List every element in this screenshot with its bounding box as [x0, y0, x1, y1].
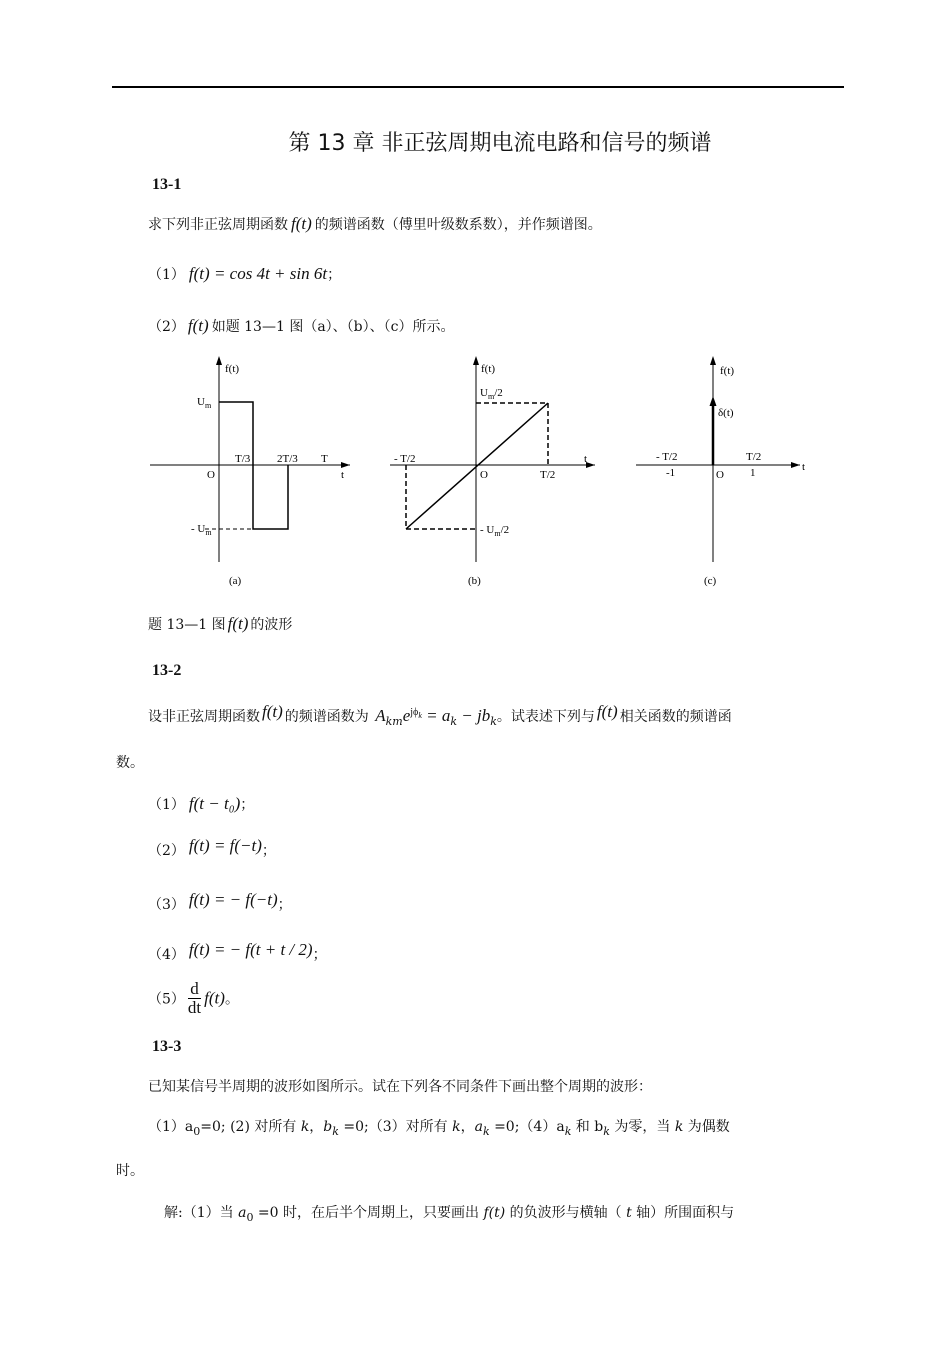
- derivative-fraction: $\frac{d}{dt}$: [187, 979, 202, 1017]
- section-13-2-heading: 13-2: [152, 662, 182, 679]
- fig-c-tlabel: t: [802, 461, 806, 473]
- s2-intro-continued: 数。: [116, 755, 144, 771]
- fig-c-pos-label: T/2: [746, 451, 762, 463]
- fig-a-ylabel: f(t): [225, 363, 240, 375]
- s2-item-4: （4） f(t) = − f(t + t / 2)；: [148, 940, 327, 963]
- s1-intro: 求下列非正弦周期函数 f(t) 的频谱函数（傅里叶级数系数），并作频谱图。: [148, 214, 602, 233]
- fig-c-pos1-label: 1: [750, 467, 756, 479]
- fig-a-neg-um-label: - $U_m$: [191, 523, 212, 537]
- fig-c-delta-label: δ(t): [718, 407, 734, 419]
- figure-b-sawtooth: [390, 352, 605, 592]
- section-13-3-heading: 13-3: [152, 1038, 182, 1055]
- fig-a-t2: 2T/3: [277, 453, 298, 465]
- fig-c-neg-label: - T/2: [656, 451, 678, 463]
- s1-item-2: （2） f(t) 如题 13—1 图（a）、（b）、（c）所示。: [148, 316, 455, 335]
- fig-b-neg-label: - T/2: [394, 453, 416, 465]
- s2-item-3: （3） f(t) = − f(−t)；: [148, 890, 292, 913]
- figure-a-square-wave: [145, 352, 360, 592]
- s2-item-2: （2） f(t) = f(−t)；: [148, 836, 276, 859]
- fig-c-neg1-label: -1: [666, 467, 676, 479]
- fig-b-ylabel: f(t): [481, 363, 496, 375]
- fig-b-bot-label: - $U_m/2$: [480, 524, 510, 538]
- s3-line-2: $(1)a_0=0$; (2) 对所有 k，$b_k$ =0;（3）对所有 k，$a_k$ $=0;(4)a_k$ 和 $b_k$ 为零，当 k 为偶数: [148, 1119, 730, 1138]
- fig-b-origin: O: [480, 469, 488, 481]
- section-13-1-heading: 13-1: [152, 176, 182, 193]
- s2-intro: 设非正弦周期函数 f(t) 的频谱函数为 $A_{km}e^{j\phi_k} = a_k - jb_k$。试表述下列与 f(t) 相关函数的频谱函: [148, 702, 732, 728]
- fig-c-origin: O: [716, 469, 724, 481]
- s3-line-3: 时。: [116, 1163, 144, 1179]
- fig-b-tlabel: t: [584, 453, 588, 465]
- chapter-title: 第 13 章 非正弦周期电流电路和信号的频谱: [288, 131, 712, 156]
- fig-c-caption: (c): [704, 575, 717, 587]
- fig-b-caption: (b): [468, 575, 481, 587]
- figure-caption: 题 13—1 图 f(t) 的波形: [148, 614, 293, 633]
- s3-solution: 解:（1）当 $a_0 =0$ 时，在后半个周期上，只要画出 f(t) 的负波形与横轴（ t 轴）所围面积与: [164, 1205, 735, 1224]
- fig-a-origin: O: [207, 469, 215, 481]
- s2-item-5: （5） $\frac{d}{dt}$ f(t)。: [148, 979, 239, 1017]
- figure-c-impulse: [630, 352, 820, 592]
- fig-a-caption: (a): [229, 575, 242, 587]
- fig-c-ylabel: f(t): [720, 365, 735, 377]
- fig-a-t1: T/3: [235, 453, 251, 465]
- fig-a-tlabel: t: [341, 469, 345, 481]
- fig-a-um-label: $U_m$: [197, 396, 212, 410]
- s3-line-1: 已知某信号半周期的波形如图所示。试在下列各不同条件下画出整个周期的波形：: [148, 1079, 652, 1095]
- fig-a-t3: T: [321, 453, 328, 465]
- s1-item-1: （1） f(t) = cos 4t + sin 6t；: [148, 264, 342, 283]
- s2-item-1: （1） f(t − t₀)；: [148, 794, 255, 813]
- fig-b-pos-label: T/2: [540, 469, 556, 481]
- header-rule: [112, 86, 844, 88]
- fig-b-top-label: $U_m/2$: [480, 387, 503, 401]
